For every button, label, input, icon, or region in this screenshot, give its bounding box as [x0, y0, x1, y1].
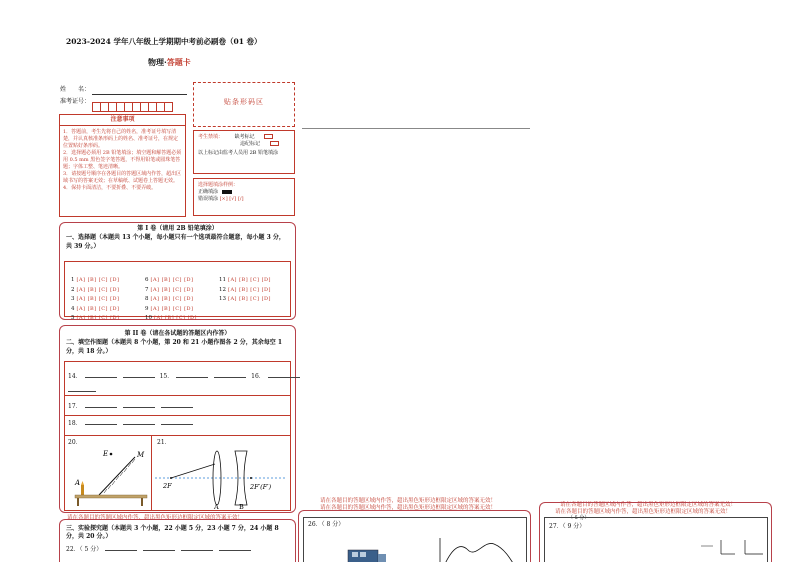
part2-instruction: 二、填空作图题（本题共 8 个小题，第 20 和 21 小题作图各 2 分，其余每空 1 分，共 18 分。） — [66, 339, 283, 355]
forbid-note: 以上标记由监考人员用 2B 铅笔填涂 — [198, 150, 279, 156]
barcode-label: 贴条形码区 — [224, 98, 264, 106]
q26-inner — [303, 517, 527, 562]
figure-21 — [153, 446, 289, 510]
correct-label: 正确填涂 — [198, 189, 219, 195]
q27-box — [539, 502, 772, 562]
option-row[interactable]: [A] [B] [C] [D] — [76, 277, 120, 283]
q18-blank[interactable] — [123, 419, 155, 425]
absent-label: 缺考标记 — [234, 134, 255, 140]
q20-label: 20． — [68, 439, 82, 446]
options-col-3: 11 [A] [B] [C] [D] 12 [A] [B] [C] [D] 13 [A] [B] [C] [D] — [219, 277, 271, 302]
q26-box — [298, 510, 531, 562]
options-col-2: 6 [A] [B] [C] [D] 7 [A] [B] [C] [D] 8 [A] [B] [C] [D] 9 [A] [B] [C] [D] 10 [A] [B] [C] [D] — [145, 277, 197, 321]
name-label: 姓 名： — [60, 86, 91, 93]
option-row[interactable]: [A] [B] [C] [D] — [228, 277, 271, 283]
warning-overlap-1: 请在各题目的答题区域内作答，超出黑色矩形边框限定区域的答案无效！ — [320, 498, 497, 504]
q14-label: 14． — [68, 373, 82, 380]
violation-label: 违纪标记 — [240, 141, 261, 147]
q15-blank[interactable] — [176, 372, 208, 378]
id-label: 准考证号： — [60, 98, 91, 105]
notice-item: 3．请按题号顺序在各题目的答题区域内作答，超出区域书写的答案无效；在草稿纸、试题卷上答题无效。 — [63, 171, 182, 185]
subject-name: 物理 — [148, 57, 164, 67]
part1-instruction: 一、选择题（本题共 13 个小题，每小题只有一个选项最符合题意，每小题 3 分，共 39 分。） — [66, 234, 285, 250]
option-row[interactable]: [A] [B] [C] [D] — [154, 315, 197, 321]
warning-overlap-2: 请在各题目的答题区域内作答，超出黑色矩形边框限定区域的答案无效！ — [320, 505, 497, 511]
option-row[interactable]: [A] [B] [C] [D] — [76, 305, 120, 312]
q27-label: 27．（ 9 分） — [549, 523, 586, 530]
part2-box — [59, 325, 296, 513]
fig21-2f: 2F — [163, 482, 172, 490]
q22-blank[interactable] — [181, 545, 213, 551]
q15-label: 15． — [159, 373, 174, 380]
q15-blank[interactable] — [214, 372, 246, 378]
wrong-marks: [×] [√] [/] — [219, 196, 244, 202]
option-row[interactable]: [A] [B] [C] [D] — [150, 277, 194, 283]
option-row[interactable]: [A] [B] [C] [D] — [76, 315, 120, 321]
barcode-area — [193, 82, 295, 127]
option-row[interactable]: [A] [B] [C] [D] — [228, 296, 271, 302]
q22-blank[interactable] — [105, 545, 137, 551]
violation-checkbox[interactable] — [270, 141, 279, 146]
option-row[interactable]: [A] [B] [C] [D] — [228, 286, 271, 293]
exam-title: 2023-2024 学年八年级上学期期中考前必刷卷（01 卷） — [66, 37, 262, 46]
subject-dot: · — [164, 57, 167, 67]
warning-overlap-5: 请在各题目的答题区域内作答，超出黑色矩形边框限定区域的答案无效！ — [555, 509, 732, 515]
notice-item: 1．答题前，考生先将自己的姓名，准考证号填写清楚，并认真核准条形码上的姓名、准考证号，在规定位置贴好条形码。 — [63, 129, 179, 150]
fig20-a: A — [75, 479, 81, 487]
correct-mark — [222, 190, 232, 194]
q26-figure — [344, 536, 524, 562]
fig21-a: A — [214, 503, 219, 510]
wrong-label: 错误填涂 — [198, 196, 219, 202]
q27-inner — [544, 517, 768, 562]
option-row[interactable]: [A] [B] [C] [D] — [150, 305, 194, 312]
option-row[interactable]: [A] [B] [C] [D] — [150, 286, 194, 293]
fig20-m: M — [137, 451, 145, 459]
fill-area — [64, 361, 291, 511]
card-name: 答题卡 — [166, 57, 191, 67]
absent-checkbox[interactable] — [264, 134, 273, 139]
part3-instruction: 三、实验探究题（本题共 3 个小题，22 小题 5 分，23 小题 7 分，24 小题 8 分，共 20 分。） — [66, 525, 279, 541]
q16-blank[interactable] — [268, 372, 300, 378]
q17-blank[interactable] — [161, 402, 193, 408]
part2-title: 第 II 卷（请在各试题的答题区内作答） — [124, 330, 231, 337]
part1-title: 第 I 卷（请用 2B 铅笔填涂） — [137, 225, 218, 232]
option-row[interactable]: [A] [B] [C] [D] — [150, 296, 194, 302]
notice-item: 4．保持卡面清洁，不要折叠、不要弄破。 — [63, 185, 157, 192]
fig20-e: E — [103, 450, 109, 458]
q17-blank[interactable] — [123, 402, 155, 408]
warning-overlap-3: 请在各题目的答题区域内作答，超出黑色矩形边框限定区域的答案无效！ — [67, 515, 244, 521]
q18-label: 18． — [68, 420, 82, 427]
option-row[interactable]: [A] [B] [C] [D] — [76, 286, 120, 293]
divider-line — [302, 128, 530, 129]
q17-label: 17． — [68, 403, 82, 410]
q16-label: 16． — [251, 373, 265, 380]
q17-blank[interactable] — [85, 402, 117, 408]
q18-blank[interactable] — [161, 419, 193, 425]
figure-20 — [71, 447, 149, 509]
part3-box — [59, 519, 296, 562]
q22-label: 22．（ 5 分） — [66, 545, 103, 553]
notice-box — [59, 114, 186, 217]
q14-blank[interactable] — [123, 372, 155, 378]
q18-blank[interactable] — [85, 419, 117, 425]
notice-title: 注意事项 — [60, 115, 185, 126]
q25-note: （ 5 分） — [568, 515, 590, 521]
fill-example-title: 选择题填涂样例： — [198, 182, 239, 188]
option-row[interactable]: [A] [B] [C] [D] — [76, 296, 120, 302]
q16-cont-blank[interactable] — [68, 391, 96, 392]
warning-overlap-4: 请在各题目的答题区域内作答，超出黑色矩形边框限定区域的答案无效！ — [560, 502, 737, 508]
options-area — [64, 261, 291, 321]
name-field[interactable] — [92, 94, 187, 95]
forbid-label: 考生禁填： — [198, 134, 224, 140]
subject-line — [148, 57, 191, 68]
q21-label: 21． — [157, 439, 171, 446]
fig21-b: B — [239, 503, 244, 510]
forbid-box — [193, 130, 295, 174]
q22-blank[interactable] — [143, 545, 175, 551]
options-col-1: 1 [A] [B] [C] [D] 2 [A] [B] [C] [D] 3 [A] [B] [C] [D] 4 [A] [B] [C] [D] 5 [A] [B] [C] [D] — [71, 277, 120, 321]
q22-blank[interactable] — [219, 545, 251, 551]
part1-box — [59, 222, 296, 320]
q26-label: 26．（ 8 分） — [308, 521, 345, 528]
fill-example-box — [193, 178, 295, 216]
notice-item: 2．选择题必须用 2B 铅笔填涂；填空题和解答题必须用 0.5 mm 黑色签字笔答题，不得用铅笔或圆珠笔答题；字体工整、笔迹清晰。 — [63, 150, 182, 171]
q14-blank[interactable] — [85, 372, 117, 378]
fig21-f0: 2F′(F′) — [250, 483, 272, 491]
q27-figure — [551, 538, 765, 562]
